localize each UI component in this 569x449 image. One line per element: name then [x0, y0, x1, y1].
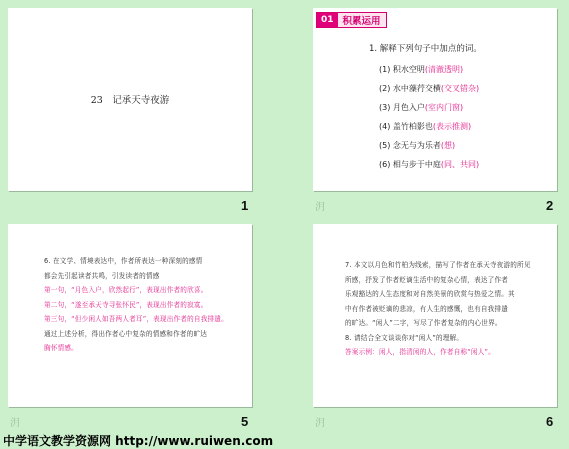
text-line: 通过上述分析，得出作者心中复杂的情感和作者的旷达: [44, 329, 208, 338]
text-line: 第二句，“遂至承天寺寻张怀民”，表现出作者的寂寞。: [44, 300, 208, 309]
watermark-icon: 㳉: [315, 202, 325, 213]
list-item: [379, 119, 479, 138]
text-line: 8. 请结合全文谈谈你对“闲人”的理解。: [345, 333, 464, 342]
slide-6[interactable]: [313, 224, 557, 407]
list-item: [379, 138, 479, 157]
item-answer: (表示推测): [432, 122, 472, 131]
answer-paragraph: [345, 258, 543, 360]
badge-number: 01: [317, 13, 338, 27]
item-question: (6) 相与步于中庭: [379, 160, 441, 169]
text-line: 第三句，“但少闲人如吾两人者耳”，表现出作者的自我排遣。: [44, 315, 228, 323]
slide-5[interactable]: [8, 224, 252, 407]
item-question: (1) 积水空明: [379, 65, 425, 74]
item-answer: (同、共同): [440, 160, 480, 169]
item-answer: (室内门窗): [424, 103, 464, 112]
text-line: 所感，抒发了作者贬谪生活中的复杂心情，表达了作者: [345, 275, 509, 284]
slide-title: 23 记承天寺夜游: [90, 95, 170, 106]
text-line: 都会先引起读者共鸣，引发读者的情感: [44, 271, 160, 280]
item-question: (2) 水中藻荇交横: [379, 84, 441, 93]
footer-link[interactable]: 中学语文教学资源网 http://www.ruiwen.com: [3, 434, 274, 448]
item-answer: (交叉错杂): [440, 84, 480, 93]
slide-1[interactable]: [8, 8, 252, 191]
badge-label: 积累运用: [342, 16, 381, 27]
item-question: (3) 月色入户: [379, 103, 425, 112]
slide-2[interactable]: [313, 8, 557, 191]
text-line: 7. 本文以月色和竹柏为线索，描写了作者在承天寺夜游的所见: [345, 261, 531, 269]
item-answer: (想): [440, 141, 456, 150]
answer-paragraph: [44, 254, 234, 356]
question-heading: 1. 解释下列句子中加点的词。: [369, 44, 482, 54]
text-line: 的旷达。“闲人”二字，写尽了作者复杂的内心世界。: [345, 319, 502, 327]
list-item: [379, 62, 479, 81]
text-line: 中有作者被贬谪的悲凉，有人生的感慨，也有自我排遣: [345, 304, 509, 313]
section-badge: [316, 12, 387, 28]
text-line: 答案示例：闲人，指清闲的人，作者自称“闲人”。: [345, 348, 495, 356]
list-item: [379, 81, 479, 100]
question-list: [379, 62, 479, 176]
text-line: 6. 在文学、情境表达中，作者所表达一种深刻的感情: [44, 257, 203, 265]
page-number: 5: [241, 414, 249, 429]
item-question: (4) 盖竹柏影也: [379, 122, 433, 131]
page-number: 2: [546, 198, 554, 213]
page-number: 6: [546, 414, 554, 429]
list-item: [379, 100, 479, 119]
text-line: 乐观豁达的人生态度和对自然美景的欣赏与热爱之情。其: [345, 290, 515, 298]
watermark-icon: 㳉: [10, 418, 20, 429]
item-question: (5) 念无与为乐者: [379, 141, 441, 150]
text-line: 第一句，“月色入户，欣然起行”，表现出作者的欣喜。: [44, 286, 208, 294]
list-item: [379, 157, 479, 176]
text-line: 胸怀情感。: [44, 344, 78, 352]
item-answer: (清澈透明): [424, 65, 464, 74]
watermark-icon: 㳉: [315, 418, 325, 429]
page-number: 1: [241, 198, 249, 213]
